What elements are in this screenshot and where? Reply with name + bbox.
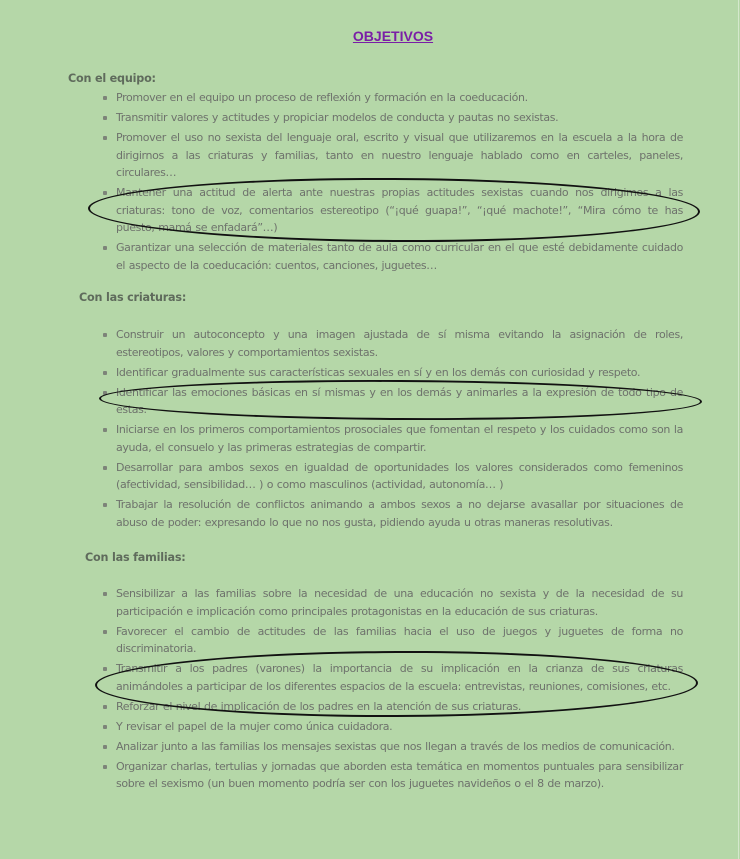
bullet-icon xyxy=(103,667,107,671)
list-item: Identificar gradualmente sus características sexuales en sí y en los demás con curiosidad y respeto. xyxy=(100,364,683,382)
bullet-icon xyxy=(103,428,107,432)
list-item: Reforzar el nivel de implicación de los padres en la atención de sus criaturas. xyxy=(100,698,683,716)
bullet-icon xyxy=(103,191,107,195)
section-heading-familias: Con las familias: xyxy=(85,551,186,564)
list-item: Promover en el equipo un proceso de reflexión y formación en la coeducación. xyxy=(100,89,683,107)
list-item-highlighted: Mantener una actitud de alerta ante nuestras propias actitudes sexistas cuando nos dirigimos a las criaturas: tono de voz, comentarios estereotipo (“¡qué guapa!”, “¡qué machote!”, “Mira cómo te has puesto, mamá se enfadará”…) xyxy=(100,184,683,237)
list-item: Iniciarse en los primeros comportamientos prosociales que fomentan el respeto y los cuidados como son la ayuda, el consuelo y las primeras estrategias de compartir. xyxy=(100,421,683,456)
list-familias xyxy=(100,585,683,795)
list-item: Construir un autoconcepto y una imagen ajustada de sí misma evitando la asignación de roles, estereotipos, valores y comportamientos sexistas. xyxy=(100,326,683,361)
bullet-icon xyxy=(103,333,107,337)
bullet-icon xyxy=(103,705,107,709)
list-item: Sensibilizar a las familias sobre la necesidad de una educación no sexista y de la necesidad de su participación e implicación como principales protagonistas en la educación de sus criaturas. xyxy=(100,585,683,620)
list-item: Y revisar el papel de la mujer como única cuidadora. xyxy=(100,718,683,736)
bullet-icon xyxy=(103,725,107,729)
bullet-icon xyxy=(103,630,107,634)
bullet-icon xyxy=(103,246,107,250)
bullet-icon xyxy=(103,116,107,120)
list-item: Analizar junto a las familias los mensajes sexistas que nos llegan a través de los medios de comunicación. xyxy=(100,738,683,756)
list-item: Favorecer el cambio de actitudes de las familias hacia el uso de juegos y juguetes de forma no discriminatoria. xyxy=(100,623,683,658)
page-title: OBJETIVOS xyxy=(352,28,434,44)
bullet-icon xyxy=(103,391,107,395)
list-item-highlighted: Transmitir a los padres (varones) la importancia de su implicación en la crianza de sus criaturas animándoles a participar de los diferentes espacios de la escuela: entrevistas, reuniones, comisiones, etc. xyxy=(100,660,683,695)
list-item: Desarrollar para ambos sexos en igualdad de oportunidades los valores considerados como femeninos (afectividad, sensibilidad… ) o como masculinos (actividad, autonomía… ) xyxy=(100,459,683,494)
list-item: Garantizar una selección de materiales tanto de aula como curricular en el que esté debidamente cuidado el aspecto de la coeducación: cuentos, canciones, juguetes… xyxy=(100,239,683,274)
list-item: Organizar charlas, tertulias y jornadas que aborden esta temática en momentos puntuales para sensibilizar sobre el sexismo (un buen momento podría ser con los juguetes navideños o el 8 de marzo). xyxy=(100,758,683,793)
list-item: Promover el uso no sexista del lenguaje oral, escrito y visual que utilizaremos en la escuela a la hora de dirigirnos a las criaturas y familias, tanto en nuestro lenguaje hablado como en carteles, paneles, circulares… xyxy=(100,129,683,182)
section-heading-equipo: Con el equipo: xyxy=(68,72,156,85)
list-item: Transmitir valores y actitudes y propiciar modelos de conducta y pautas no sexistas. xyxy=(100,109,683,127)
bullet-icon xyxy=(103,371,107,375)
bullet-icon xyxy=(103,765,107,769)
bullet-icon xyxy=(103,96,107,100)
bullet-icon xyxy=(103,592,107,596)
list-equipo xyxy=(100,89,683,277)
section-heading-criaturas: Con las criaturas: xyxy=(79,291,187,304)
bullet-icon xyxy=(103,745,107,749)
page-edge xyxy=(738,0,739,859)
bullet-icon xyxy=(103,466,107,470)
bullet-icon xyxy=(103,503,107,507)
list-item: Trabajar la resolución de conflictos animando a ambos sexos a no dejarse avasallar por situaciones de abuso de poder: expresando lo que no nos gusta, pidiendo ayuda u otras maneras resolutivas. xyxy=(100,496,683,531)
bullet-icon xyxy=(103,136,107,140)
list-criaturas xyxy=(100,326,683,534)
list-item-highlighted: Identificar las emociones básicas en sí mismas y en los demás y animarles a la expresión de todo tipo de estas. xyxy=(100,384,683,419)
